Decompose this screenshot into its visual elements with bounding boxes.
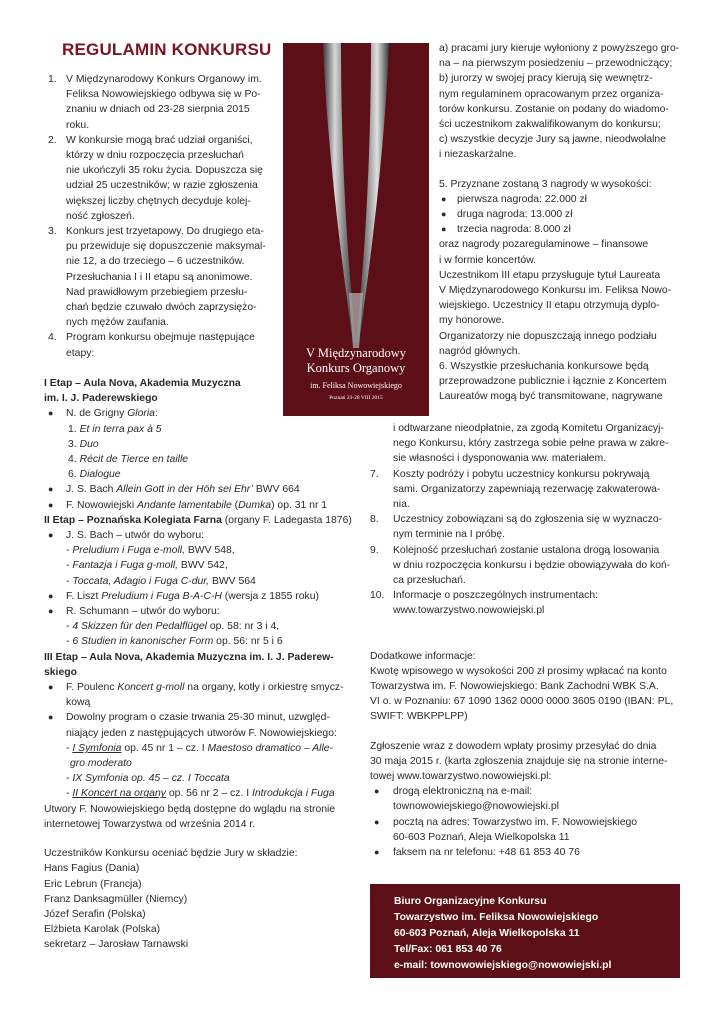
list-item: - 4 Skizzen für den Pedalflügel op. 58: nr 3 i 4, bbox=[66, 621, 280, 633]
bullet-icon: ● bbox=[48, 499, 54, 510]
stage-1-heading: I Etap – Aula Nova, Akademia Muzyczna im. I. J. Paderewskiego bbox=[44, 378, 241, 405]
jury-member: Hans Fagius (Dania) bbox=[44, 863, 140, 875]
rule-1 bbox=[44, 72, 276, 133]
list-item: - Preludium i Fuga e-moll, BWV 548, bbox=[66, 545, 235, 557]
bullet-icon: ● bbox=[441, 193, 447, 204]
organizer-office-box bbox=[370, 884, 680, 978]
organ-pipes-graphic bbox=[283, 43, 429, 383]
rule-2 bbox=[44, 133, 276, 224]
office-email[interactable]: e-mail: townowowiejskiego@nowowiejski.pl bbox=[394, 960, 612, 971]
bullet-icon: ● bbox=[48, 408, 54, 419]
list-item: ● N. de Grigny Gloria: bbox=[44, 406, 360, 421]
poster-line-3: im. Feliksa Nowowiejskiego bbox=[310, 381, 402, 390]
prize-item: ● pierwsza nagroda: 22.000 zł bbox=[439, 192, 680, 207]
list-item: ● J. S. Bach Allein Gott in der Höh sei Ehr’ BWV 664 bbox=[44, 482, 360, 497]
prize-item: ● trzecia nagroda: 8.000 zł bbox=[439, 222, 680, 237]
stage-2-heading: II Etap – Poznańska Kolegiata Farna (organy F. Ladegasta 1876) bbox=[44, 514, 352, 526]
jury-rule-c: c) wszystkie decyzje Jury są jawne, nieodwołalne i niezaskarżalne. bbox=[439, 134, 666, 161]
jury-member: Elżbieta Karolak (Polska) bbox=[44, 924, 161, 936]
list-item: 4. Récit de Tierce en taille bbox=[68, 454, 189, 466]
list-item: - IX Symfonia op. 45 – cz. I Toccata bbox=[66, 773, 230, 785]
right-column-lower bbox=[370, 421, 682, 860]
list-item: - I Symfonia op. 45 nr 1 – cz. I Maestoso dramatico – Alle- gro moderato bbox=[66, 742, 334, 770]
bullet-icon: ● bbox=[48, 606, 54, 617]
bullet-icon: ● bbox=[374, 816, 380, 827]
poster-line-4: Poznań 23-28 VIII 2015 bbox=[329, 395, 383, 401]
prize-item: ● druga nagroda: 13.000 zł bbox=[439, 207, 680, 222]
bullet-icon: ● bbox=[374, 847, 380, 858]
list-item: 1. Et in terra pax à 5 bbox=[68, 423, 162, 435]
rule-number: 4. bbox=[48, 332, 57, 344]
list-item: ● J. S. Bach – utwór do wyboru: bbox=[44, 528, 360, 543]
left-column bbox=[44, 72, 276, 361]
rule-text: Konkurs jest trzyetapowy. Do drugiego eta- pu przewiduje się dopuszczenie maksymal- nie 12, a do trzeciego – 6 uczestników. Przesłuchania I i II etapu są anonimowe. Nad prawidłowym przebiegiem przesłu- chań będzie czuwało dwóch zaprzysiężo- nych mężów zaufania. bbox=[66, 226, 266, 329]
email-link[interactable]: townowowiejskiego@nowowiejski.pl bbox=[393, 801, 559, 813]
rule-8: 8. Uczestnicy zobowiązani są do zgłoszenia się w wyznaczo- nym terminie na I próbę. bbox=[370, 514, 663, 541]
office-line: Towarzystwo im. Feliksa Nowowiejskiego bbox=[394, 912, 599, 923]
bullet-icon: ● bbox=[441, 209, 447, 220]
rule-7: 7. Koszty podróży i pobytu uczestnicy konkursu pokrywają sami. Organizatorzy zapewniają rezerwację zakwaterowa- nia. bbox=[370, 468, 661, 511]
rule-number: 1. bbox=[48, 74, 57, 85]
jury-rule-b: b) jurorzy w swojej pracy kierują się wewnętrz- nym regulaminem opracowanym przez organiza- torów konkursu. Zostanie on podany do wiadomo- ści uczestnikom zakwalifikowanym do konkursu; bbox=[439, 73, 669, 131]
rule-10: 10. Informacje o poszczególnych instrumentach: www.towarzystwo.nowowiejski.pl bbox=[370, 588, 682, 618]
concert-poster bbox=[283, 43, 429, 416]
program-section bbox=[44, 376, 360, 953]
contact-item: ● faksem na nr telefonu: +48 61 853 40 76 bbox=[370, 845, 682, 860]
jury-rule-a: a) pracami jury kieruje wyłoniony z powyższego gro- na – na pierwszym posiedzeniu – przewodniczący; bbox=[439, 43, 680, 70]
list-item: ● Dowolny program o czasie trwania 25-30 minut, uzwględ- niający jeden z następujących utworów F. Nowowiejskiego: bbox=[48, 712, 337, 739]
rule-6-cont: i odtwarzane nieodpłatnie, za zgodą Komitetu Organizacyj- nego Konkursu, który zastrzega sobie pełne prawa w zakre- sie własności i dysponowania ww. materiałem. bbox=[393, 423, 669, 465]
office-line: 60-603 Poznań, Aleja Wielkopolska 11 bbox=[394, 928, 580, 939]
registration-info: Zgłoszenie wraz z dowodem wpłaty prosimy przesyłać do dnia 30 maja 2015 r. (karta zgłoszenia znajduje się na stronie interne- towej www.towarzystwo.nowowiejski.pl: bbox=[370, 740, 668, 783]
extra-info-title: Dodatkowe informacje: bbox=[370, 650, 476, 662]
bullet-icon: ● bbox=[48, 484, 54, 495]
bullet-icon: ● bbox=[48, 712, 54, 723]
list-item: ● F. Poulenc Koncert g-moll na organy, kotły i orkiestrę smycz- kową bbox=[48, 682, 344, 709]
list-item: - Fantazja i Fuga g-moll, BWV 542, bbox=[66, 560, 228, 572]
jury-member: Józef Serafin (Polska) bbox=[44, 908, 146, 920]
rule-text: V Międzynarodowy Konkurs Organowy im. Feliksa Nowowiejskiego odbywa się w Po- znaniu w dniach od 23-28 sierpnia 2015 roku. bbox=[66, 74, 262, 131]
jury-member: sekretarz – Jarosław Tarnawski bbox=[44, 939, 189, 951]
list-item: 6. Dialogue bbox=[68, 469, 121, 481]
poster-line-1: V Międzynarodowy bbox=[305, 346, 407, 360]
list-item: - Toccata, Adagio i Fuga C-dur, BWV 564 bbox=[66, 575, 256, 587]
bullet-icon: ● bbox=[48, 682, 54, 693]
works-note: Utwory F. Nowowiejskiego będą dostępne do wglądu na stronie internetowej Towarzystwa od września 2014 r. bbox=[44, 803, 336, 830]
contact-item: ● drogą elektroniczną na e-mail: townowowiejskiego@nowowiejski.pl bbox=[370, 784, 682, 814]
office-line: Biuro Organizacyjne Konkursu bbox=[394, 896, 547, 907]
jury-list bbox=[44, 861, 360, 952]
rule-5-details: oraz nagrody pozaregulaminowe – finansowe i w formie koncertów. Uczestnikom III etapu przysługuje tytuł Laureata V Międzynarodowego Konkursu im. Feliksa Nowo- wiejskiego. Uczestnicy II etapu otrzymują dyplo- my honorowe. Organizatorzy nie dopuszczają innego podziału nagród głównych. bbox=[439, 239, 672, 357]
jury-intro: Uczestników Konkursu oceniać będzie Jury w składzie: bbox=[44, 848, 298, 860]
jury-member: Franz Danksagmüller (Niemcy) bbox=[44, 893, 188, 905]
rule-5: 5. Przyznane zostaną 3 nagrody w wysokości: bbox=[439, 178, 652, 190]
instruments-link[interactable]: www.towarzystwo.nowowiejski.pl bbox=[393, 605, 545, 617]
rule-9: 9. Kolejność przesłuchań zostanie ustalona drogą losowania w dniu rozpoczęcia konkursu i będzie obowiązywała do koń- ca przesłuchań. bbox=[370, 544, 671, 587]
rule-text: Program konkursu obejmuje następujące etapy: bbox=[66, 332, 255, 359]
rule-number: 3. bbox=[48, 226, 57, 238]
poster-line-2: Konkurs Organowy bbox=[306, 361, 406, 375]
stage-3-heading: III Etap – Aula Nova, Akademia Muzyczna im. I. J. Paderew- skiego bbox=[44, 651, 334, 678]
bullet-icon: ● bbox=[374, 786, 380, 797]
list-item: - 6 Studien in kanonischer Form op. 56: nr 5 i 6 bbox=[66, 636, 283, 648]
jury-member: Eric Lebrun (Francja) bbox=[44, 878, 142, 890]
office-line: Tel/Fax: 061 853 40 76 bbox=[394, 944, 502, 955]
list-item: - II Koncert na organy op. 56 nr 2 – cz. I Introdukcja i Fuga bbox=[66, 788, 335, 800]
bullet-icon: ● bbox=[48, 590, 54, 601]
list-item: ● R. Schumann – utwór do wyboru: bbox=[44, 604, 360, 619]
page-title: REGULAMIN KONKURSU bbox=[62, 40, 272, 59]
rule-4 bbox=[44, 330, 276, 360]
list-item: 3. Duo bbox=[68, 438, 99, 450]
list-item: ● F. Nowowiejski Andante lamentabile (Dumka) op. 31 nr 1 bbox=[44, 498, 360, 513]
contact-item: ● pocztą na adres: Towarzystwo im. F. Nowowiejskiego 60-603 Poznań, Aleja Wielkopolska 11 bbox=[374, 816, 638, 843]
list-item: ● F. Liszt Preludium i Fuga B-A-C-H (wersja z 1855 roku) bbox=[44, 589, 360, 604]
rule-number: 2. bbox=[48, 134, 57, 146]
right-column-upper bbox=[439, 41, 680, 405]
rule-text: W konkursie mogą brać udział organiści, którzy w dniu rozpoczęcia przesłuchań nie ukończyli 35 roku życia. Dopuszcza się udział 25 uczestników; w razie zgłoszenia większej liczby chętnych decyduje kolej- ność zgłoszeń. bbox=[66, 134, 263, 222]
bullet-icon: ● bbox=[48, 530, 54, 541]
rule-3 bbox=[44, 224, 276, 330]
bullet-icon: ● bbox=[441, 224, 447, 235]
rule-6: 6. Wszystkie przesłuchania konkursowe będą przeprowadzone publicznie i łącznie z Koncertem Laureatów mogą być transmitowane, nagrywane bbox=[439, 361, 667, 403]
extra-info: Kwotę wpisowego w wysokości 200 zł prosimy wpłacać na konto Towarzystwa im. F. Nowowiejskiego: Bank Zachodni WBK S.A. VI o. w Poznaniu: 67 1090 1362 0000 0000 3605 0190 (IBAN: PL, SWIFT: WBKPPLPP) bbox=[370, 665, 674, 723]
